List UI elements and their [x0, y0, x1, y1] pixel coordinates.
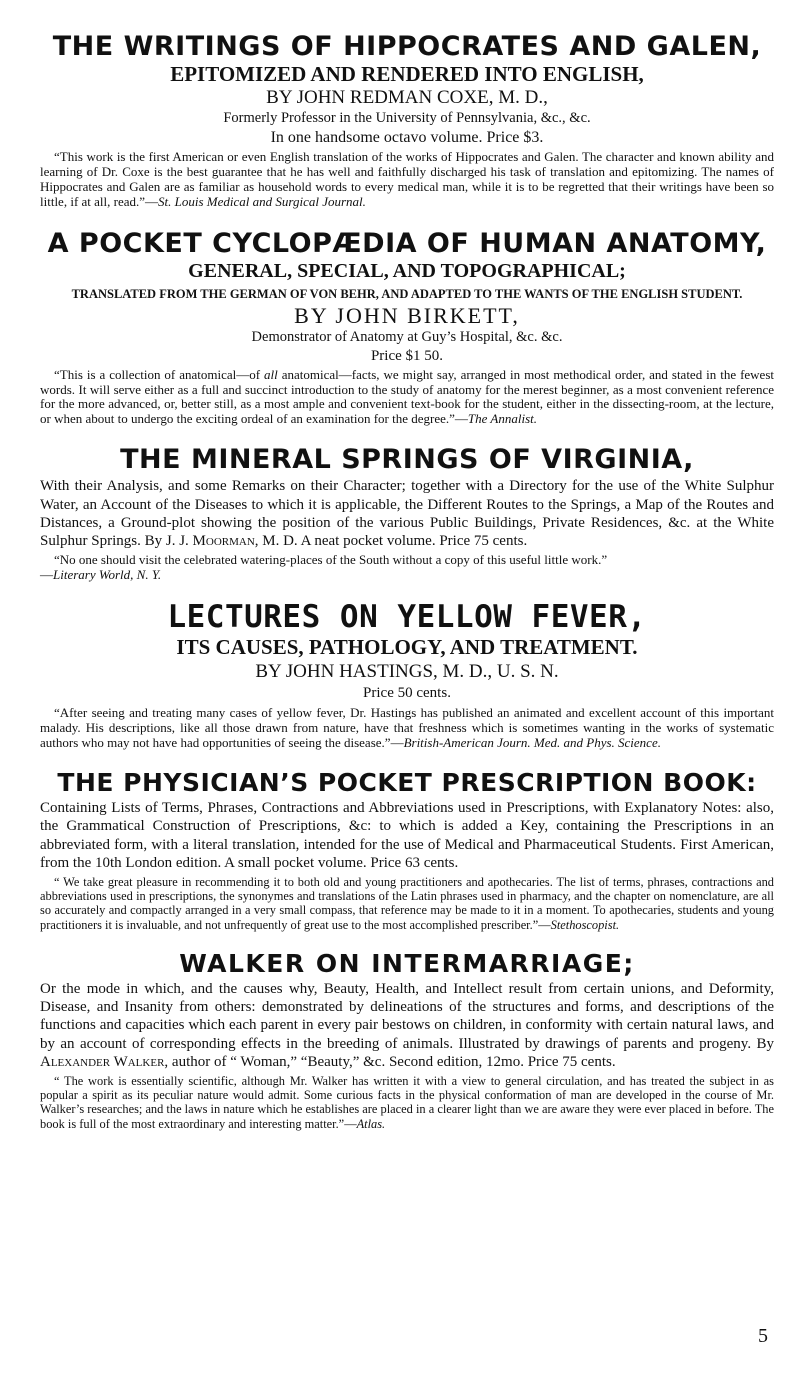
ad-review: “This is a collection of anatomical—of all anatomical—facts, we might say, arranged in most methodical order, and stated in the fewest words. It will serve either as a full and succinct introduction to the study of anatomy for the merest beginner, as a most convenient reference for the more advanced, or, better still, as a most ample and convenient text-book for the student, either in the dissecting-room, at the lecture, or when about to undergo the exciting ordeal of an examination for the degree.”—The Annalist. [40, 366, 774, 427]
ad-review: “This work is the first American or even English translation of the works of Hippocrates and Galen. The character and known ability and learning of Dr. Coxe is the best guarantee that he has well and faithfully discharged his task of translation and epitomizing. The names of Hippocrates and Galen are as familiar as household words to every medical man, while it is to be regretted that their writings have been so little, if at all, read.”—St. Louis Medical and Surgical Journal. [40, 149, 774, 209]
ad-title: LECTURES ON YELLOW FEVER, [167, 599, 647, 636]
ad-price: Price 50 cents. [363, 685, 451, 702]
ad-title: WALKER ON INTERMARRIAGE; [179, 948, 635, 978]
review-source: The Annalist. [467, 411, 537, 427]
ad-prescription-book [40, 769, 774, 932]
ad-author: BY JOHN REDMAN COXE, M. D., [266, 87, 548, 109]
review-source: British-American Journ. Med. and Phys. Science. [403, 735, 661, 751]
review-text: “ The work is essentially scientific, although Mr. Walker has written it with a view to general circulation, and has treated the subject in as popular a spirit as its peculiar nature would admit. Some curious facts in the physical conformation of man are developed in the course of Mr. Walker’s researches; and the laws in nature which he establishes are placed in a clearer light than we are aware they were ever placed in before. The book is full of the most extraordinary and interesting matter.” [40, 1074, 774, 1131]
review-source: Atlas. [356, 1116, 386, 1131]
ad-hippocrates-galen [40, 32, 774, 209]
ad-title: THE MINERAL SPRINGS OF VIRGINIA, [120, 444, 694, 476]
review-source: Literary World, N. Y. [53, 567, 162, 583]
ad-title: THE WRITINGS OF HIPPOCRATES AND GALEN, [52, 31, 762, 62]
ad-title: THE PHYSICIAN’S POCKET PRESCRIPTION BOOK: [57, 767, 757, 797]
review-text: “After seeing and treating many cases of yellow fever, Dr. Hastings has published an animated and excellent account of this important malady. His descriptions, like all those drawn from nature, have that freshness which is sometimes wanting in the works of systematic authors who may not have had opportunities of seeing the disease.” [40, 705, 774, 751]
ad-review: “No one should visit the celebrated watering-places of the South without a copy of this useful little work.” —Literary World, N. Y. [40, 552, 608, 583]
ad-author: BY JOHN HASTINGS, M. D., U. S. N. [255, 660, 559, 682]
ad-price: Price $1 50. [370, 347, 444, 364]
ad-subtitle: ITS CAUSES, PATHOLOGY, AND TREATMENT. [176, 635, 638, 660]
ad-translation-note: TRANSLATED FROM THE GERMAN OF VON BEHR, AND ADAPTED TO THE WANTS OF THE ENGLISH STUDENT. [71, 286, 743, 301]
ad-description [40, 477, 774, 550]
ad-review: “ The work is essentially scientific, although Mr. Walker has written it with a view to general circulation, and has treated the subject in as popular a spirit as its peculiar nature would admit. Some curious facts in the physical conformation of man are developed in the course of Mr. Walker’s researches; and the laws in nature which he establishes are placed in a clearer light than we are aware they were ever placed in before. The book is full of the most extraordinary and interesting matter.”—Atlas. [40, 1074, 774, 1131]
review-source: St. Louis Medical and Surgical Journal. [158, 193, 366, 209]
description-author: Moorman [192, 533, 255, 550]
ad-description [40, 980, 774, 1071]
ad-pocket-cyclopaedia [40, 229, 774, 427]
review-text: “ We take great pleasure in recommending it to both old and young practitioners and apothecaries. The list of terms, phrases, contractions and abbreviations used in prescriptions, the synonymes and translations of the Latin phrases used in pharmacy, and the chapter on nomenclature, are all so accurately and compactly arranged in a very small compass, that reference may be made to it in a moment. To apothecaries, students and young practitioners it is invaluable, and not unfrequently of great use to the most accomplished prescriber.” [40, 875, 774, 932]
review-text-part-2: anatomical—facts, we might say, arranged in most methodical order, and stated in the fewest words. It will serve either as a full and succinct introduction to the study of anatomy for the merest beginner, as a most convenient reference for the more advanced, or, better still, as a most ample and convenient text-book for the student, either in the dissecting-room, at the lecture, or when about to undergo the exciting ordeal of an examination for the degree.” [40, 366, 774, 427]
description-text-end: , M. D. A neat pocket volume. Price 75 cents. [254, 533, 528, 550]
ad-author: BY JOHN BIRKETT, [294, 302, 520, 328]
ad-credentials: Demonstrator of Anatomy at Guy’s Hospital, &c. &c. [251, 328, 563, 345]
page-number: 5 [758, 1325, 768, 1347]
review-text-part-1: “This is a collection of anatomical—of [54, 366, 265, 382]
review-text: “This work is the first American or even English translation of the works of Hippocrates and Galen. The character and known ability and learning of Dr. Coxe is the best guarantee that he has well and faithfully discharged his task of translation and epitomizing. The names of Hippocrates and Galen are as familiar as household words to every medical man, while it is to be regretted that their writings have been so little, if at all, read.” [40, 149, 774, 209]
description-text-end: , author of “ Woman,” “Beauty,” &c. Second edition, 12mo. Price 75 cents. [164, 1053, 616, 1070]
ad-details: In one handsome octavo volume. Price $3. [270, 129, 544, 147]
description-text: With their Analysis, and some Remarks on their Character; together with a Directory for the use of the White Sulphur Water, an Account of the Diseases to which it is applicable, the Different Routes to the Springs, a Map of the Routes and Distances, a Ground-plot showing the position of the various Public Buildings, Private Residences, &c. at the White Sulphur Springs. By J. J. [40, 478, 774, 550]
description-text: Or the mode in which, and the causes why, Beauty, Health, and Intellect result from certain unions, and Deformity, Disease, and Insanity from others: demonstrated by delineations of the structures and forms, and descriptions of the functions and capacities which each parent in every pair bestows on children, in conformity with certain natural laws, and by an account of corresponding effects in the breeding of animals. Illustrated by drawings of parents and progeny. By [40, 980, 774, 1052]
ad-subtitle: EPITOMIZED AND RENDERED INTO ENGLISH, [170, 62, 644, 87]
ad-description: Containing Lists of Terms, Phrases, Contractions and Abbreviations used in Prescriptions, with Explanatory Notes: also, the Grammatical Construction of Prescriptions, &c: to which is added a Key, containing the Prescriptions in an abbreviated form, with a literal translation, intended for the use of Medical and Pharmaceutical Students. First American, from the 10th London edition. A small pocket volume. Price 63 cents. [40, 799, 774, 871]
review-source: Stethoscopist. [550, 917, 620, 932]
ad-walker-intermarriage [40, 950, 774, 1131]
ad-review: “After seeing and treating many cases of yellow fever, Dr. Hastings has published an animated and excellent account of this important malady. His descriptions, like all those drawn from nature, have that freshness which is sometimes wanting in the works of systematic authors who may not have had opportunities of seeing the disease.”—British-American Journ. Med. and Phys. Science. [40, 705, 774, 751]
ad-credentials: Formerly Professor in the University of Pennsylvania, &c., &c. [223, 110, 591, 127]
review-text: “No one should visit the celebrated watering-places of the South without a copy of this useful little work.” [54, 552, 608, 568]
ad-subtitle: GENERAL, SPECIAL, AND TOPOGRAPHICAL; [188, 259, 626, 282]
review-emphasis: all [264, 366, 278, 382]
description-author: Alexander Walker [40, 1053, 165, 1070]
ad-review: “ We take great pleasure in recommending it to both old and young practitioners and apothecaries. The list of terms, phrases, contractions and abbreviations used in prescriptions, the synonymes and translations of the Latin phrases used in pharmacy, and the chapter on nomenclature, are all so accurately and compactly arranged in a very small compass, that reference may be made to it in a moment. To apothecaries, students and young practitioners it is invaluable, and not unfrequently of great use to the most accomplished prescriber.”—Stethoscopist. [40, 875, 774, 932]
ad-mineral-springs [40, 445, 774, 583]
ad-title: A POCKET CYCLOPÆDIA OF HUMAN ANATOMY, [47, 228, 767, 260]
ad-yellow-fever [40, 601, 774, 751]
